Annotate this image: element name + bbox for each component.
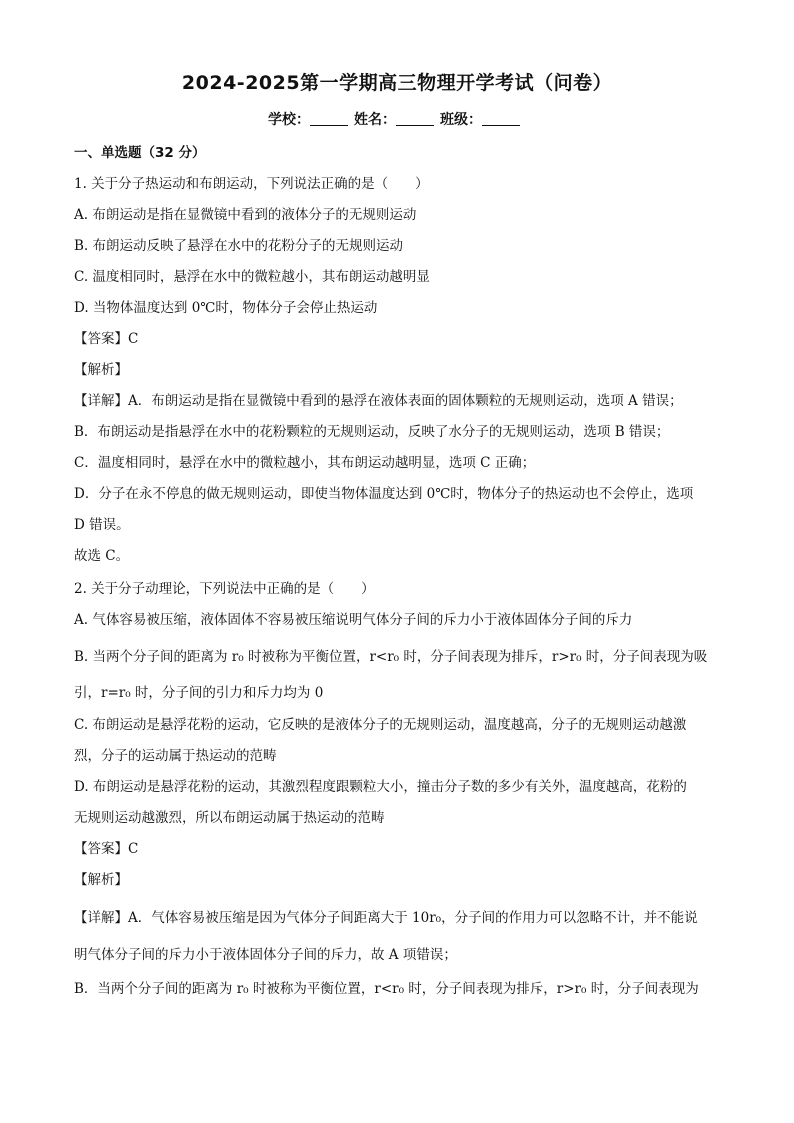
school-label: 学校：	[268, 112, 310, 128]
q1-detail-line	[74, 389, 683, 409]
q1-detail-line: B．布朗运动是指悬浮在水中的花粉颗粒的无规则运动，反映了水分子的无规则运动，选项 B 错误；	[74, 424, 670, 440]
detail-text: A．气体容易被压缩是因为气体分子间距离大于 10r₀，分子间的作用力可以忽略不计，并不能说	[128, 910, 698, 926]
name-label: 姓名：	[354, 112, 396, 128]
q1-option-a: A. 布朗运动是指在显微镜中看到的液体分子的无规则运动	[74, 207, 417, 223]
q2-detail-line	[74, 906, 698, 926]
q1-conclusion: 故选 C。	[74, 548, 130, 564]
page-title: 2024-2025第一学期高三物理开学考试（问卷）	[181, 72, 613, 94]
detail-tag: 【详解】	[74, 910, 128, 926]
section-title: 一、单选题（32 分）	[74, 145, 206, 161]
q2-option-b-cont: 引，r=r₀ 时，分子间的引力和斥力均为 0	[74, 685, 324, 701]
q1-stem: 1. 关于分子热运动和布朗运动，下列说法正确的是（ ）	[74, 176, 429, 192]
q2-answer	[74, 837, 138, 857]
q2-option-a: A. 气体容易被压缩，液体固体不容易被压缩说明气体分子间的斥力小于液体固体分子间的斥力	[74, 612, 633, 628]
q1-analysis-tag: 【解析】	[74, 362, 128, 378]
q2-option-c-cont: 烈，分子的运动属于热运动的范畴	[74, 748, 277, 764]
q2-option-b: B. 当两个分子间的距离为 r₀ 时被称为平衡位置，r<r₀ 时，分子间表现为排斥，r>r₀ 时，分子间表现为吸	[74, 649, 708, 665]
class-blank[interactable]	[482, 113, 520, 126]
q1-option-b: B. 布朗运动反映了悬浮在水中的花粉分子的无规则运动	[74, 238, 404, 254]
q1-answer	[74, 327, 138, 347]
q2-detail-line: B．当两个分子间的距离为 r₀ 时被称为平衡位置，r<r₀ 时，分子间表现为排斥，r>r₀ 时，分子间表现为	[74, 981, 699, 997]
q2-detail-line: 明气体分子间的斥力小于液体固体分子间的斥力，故 A 项错误；	[74, 947, 457, 963]
q1-detail-line: D．分子在永不停息的做无规则运动，即使当物体温度达到 0℃时，物体分子的热运动也不会停止，选项	[74, 486, 694, 502]
q2-option-d-cont: 无规则运动越激烈，所以布朗运动属于热运动的范畴	[74, 810, 385, 826]
class-label: 班级：	[440, 112, 482, 128]
name-blank[interactable]	[396, 113, 434, 126]
answer-tag: 【答案】	[74, 331, 128, 347]
school-blank[interactable]	[310, 113, 348, 126]
answer-value: C	[128, 331, 139, 347]
q2-analysis-tag: 【解析】	[74, 872, 128, 888]
student-info	[0, 109, 794, 129]
answer-value: C	[128, 841, 139, 857]
q1-detail-line: D 错误。	[74, 517, 130, 533]
detail-tag: 【详解】	[74, 393, 128, 409]
q2-option-d: D. 布朗运动是悬浮花粉的运动，其激烈程度跟颗粒大小，撞击分子数的多少有关外，温度越高，花粉的	[74, 779, 687, 795]
detail-text: A．布朗运动是指在显微镜中看到的悬浮在液体表面的固体颗粒的无规则运动，选项 A 错误；	[128, 393, 683, 409]
answer-tag: 【答案】	[74, 841, 128, 857]
q2-option-c: C. 布朗运动是悬浮花粉的运动，它反映的是液体分子的无规则运动，温度越高，分子的无规则运动越激	[74, 717, 687, 733]
q1-option-c: C. 温度相同时，悬浮在水中的微粒越小，其布朗运动越明显	[74, 269, 430, 285]
q1-detail-line: C．温度相同时，悬浮在水中的微粒越小，其布朗运动越明显，选项 C 正确；	[74, 455, 536, 471]
q2-stem: 2. 关于分子动理论，下列说法中正确的是（ ）	[74, 581, 375, 597]
q1-option-d: D. 当物体温度达到 0℃时，物体分子会停止热运动	[74, 300, 378, 316]
